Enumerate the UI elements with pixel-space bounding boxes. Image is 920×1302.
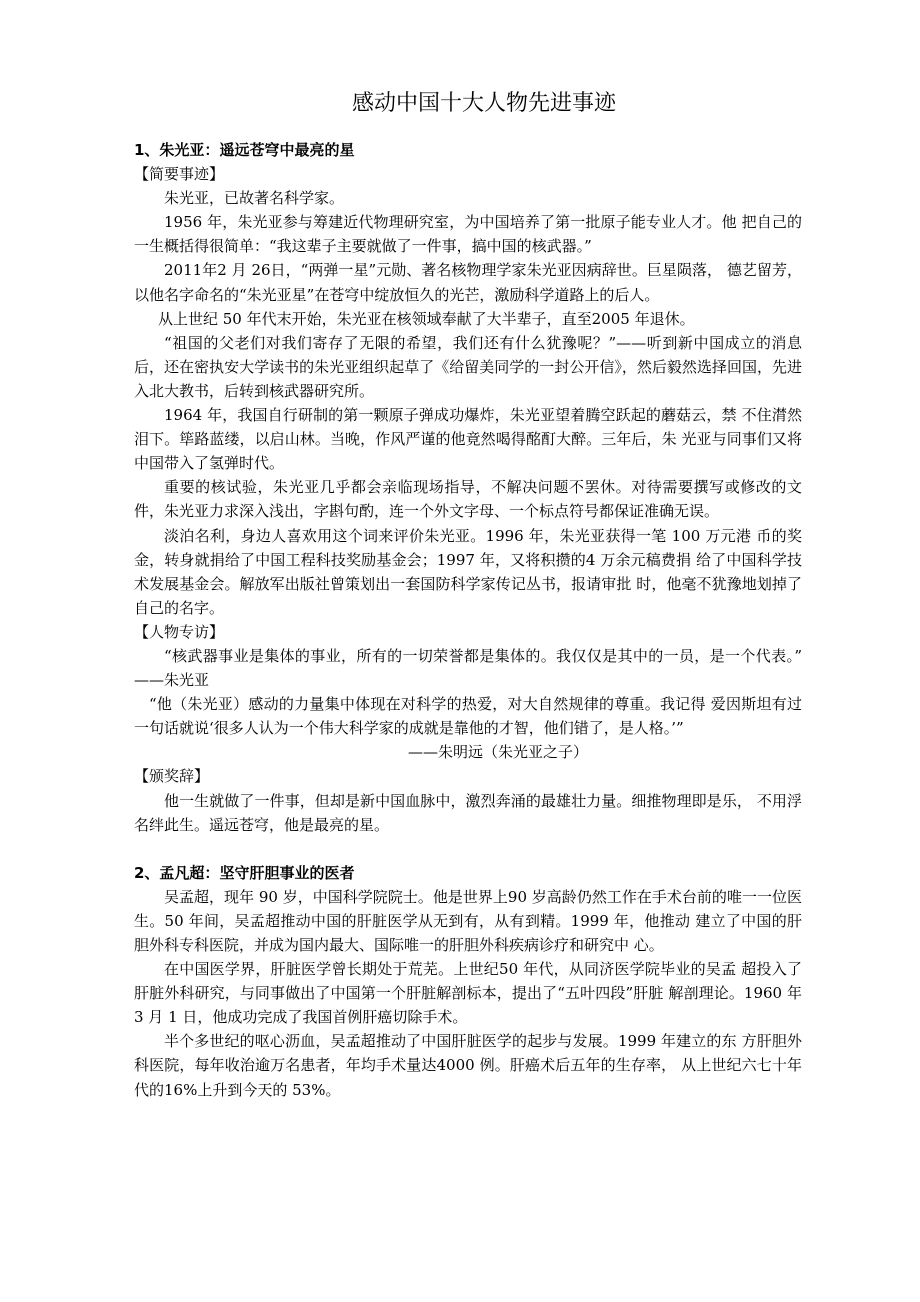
paragraph: 2011年2 月 26日，“两弹一星”元勋、著名核物理学家朱光亚因病辞世。巨星陨落， 德艺留芳，以他名字命名的“朱光亚星”在苍穹中绽放恒久的光芒，激励科学道路上的后人。 xyxy=(134,261,802,304)
quote: “核武器事业是集体的事业，所有的一切荣誉都是集体的。我仅仅是其中的一员，是一个代表。” ——朱光亚 xyxy=(134,646,802,690)
section-heading: 2、孟凡超：坚守肝胆事业的医者 xyxy=(134,863,355,882)
quote-attribution: ——朱明远（朱光亚之子） xyxy=(407,743,588,762)
paragraph: 从上世纪 50 年代末开始，朱光亚在核领域奉献了大半辈子，直至2005 年退休。 xyxy=(158,309,695,328)
section-wu-mengchao xyxy=(134,861,802,1102)
page-title: 感动中国十大人物先进事迹 xyxy=(351,91,616,116)
paragraph: 淡泊名利，身边人喜欢用这个词来评价朱光亚。1996 年，朱光亚获得一笔 100 万元港 币的奖金，转身就捐给了中国工程科技奖励基金会；1997 年，又将积攒的4 万余元稿费捐 给了中国科学技术发展基金会。解放军出版社曾策划出一套国防科学家传记丛书，报请审批 时，他毫不犹豫地划掉了自己的名字。 xyxy=(134,526,802,617)
paragraph: 吴孟超，现年 90 岁，中国科学院院士。他是世界上90 岁高龄仍然工作在手术台前的唯一一位医生。50 年间，吴孟超推动中国的肝脏医学从无到有，从有到精。1999 年，他推动 建立了中国的肝胆外科专科医院，并成为国内最大、国际唯一的肝胆外科疾病诊疗和研究中 心。 xyxy=(134,887,802,954)
paragraph: 在中国医学界，肝脏医学曾长期处于荒芜。上世纪50 年代，从同济医学院毕业的吴孟 超投入了肝脏外科研究，与同事做出了中国第一个肝脏解剖标本，提出了“五叶四段”肝脏 解剖理论。1960 年 3 月 1 日，他成功完成了我国首例肝癌切除手术。 xyxy=(134,960,802,1027)
label-brief: 【简要事迹】 xyxy=(134,165,225,184)
paragraph: “祖国的父老们对我们寄存了无限的希望，我们还有什么犹豫呢？”——听到新中国成立的消息后，还在密执安大学读书的朱光亚组织起草了《给留美同学的一封公开信》，然后毅然选择回国，先进入北大教书，后转到核武器研究所。 xyxy=(134,333,802,400)
quote: “他（朱光亚）感动的力量集中体现在对科学的热爱，对大自然规律的尊重。我记得 爱因斯坦有过一句话就说‘很多人认为一个伟大科学家的成就是靠他的才智，他们错了，是人格。’” xyxy=(134,695,802,738)
section-heading: 1、朱光亚：遥远苍穹中最亮的星 xyxy=(134,141,355,159)
award-citation: 他一生就做了一件事，但却是新中国血脉中，激烈奔涌的最雄壮力量。细推物理即是乐， 不用浮名绊此生。遥远苍穹，他是最亮的星。 xyxy=(134,791,802,834)
label-award: 【颁奖辞】 xyxy=(134,767,210,786)
paragraph: 重要的核试验，朱光亚几乎都会亲临现场指导，不解决问题不罢休。对待需要撰写或修改的文件，朱光亚力求深入浅出，字斟句酌，连一个外文字母、一个标点符号都保证准确无误。 xyxy=(134,478,802,521)
paragraph: 1964 年，我国自行研制的第一颗原子弹成功爆炸，朱光亚望着腾空跃起的蘑菇云，禁 不住潸然泪下。筚路蓝缕，以启山林。当晚，作风严谨的他竟然喝得酩酊大醉。三年后，朱 光亚与同事们又将中国带入了氢弹时代。 xyxy=(134,406,802,473)
paragraph: 朱光亚，已故著名科学家。 xyxy=(164,189,345,208)
label-interview: 【人物专访】 xyxy=(134,622,225,641)
paragraph: 1956 年，朱光亚参与筹建近代物理研究室，为中国培养了第一批原子能专业人才。他 把自己的一生概括得很简单：“我这辈子主要就做了一件事，搞中国的核武器。” xyxy=(134,213,802,256)
section-spacer xyxy=(134,837,802,861)
section-zhu-guangya xyxy=(134,138,802,837)
paragraph: 半个多世纪的呕心沥血，吴孟超推动了中国肝脏医学的起步与发展。1999 年建立的东 方肝胆外科医院，每年收治逾万名患者，年均手术量达4000 例。肝癌术后五年的生存率， 从上世纪六七十年代的16%上升到今天的 53%。 xyxy=(134,1032,802,1099)
